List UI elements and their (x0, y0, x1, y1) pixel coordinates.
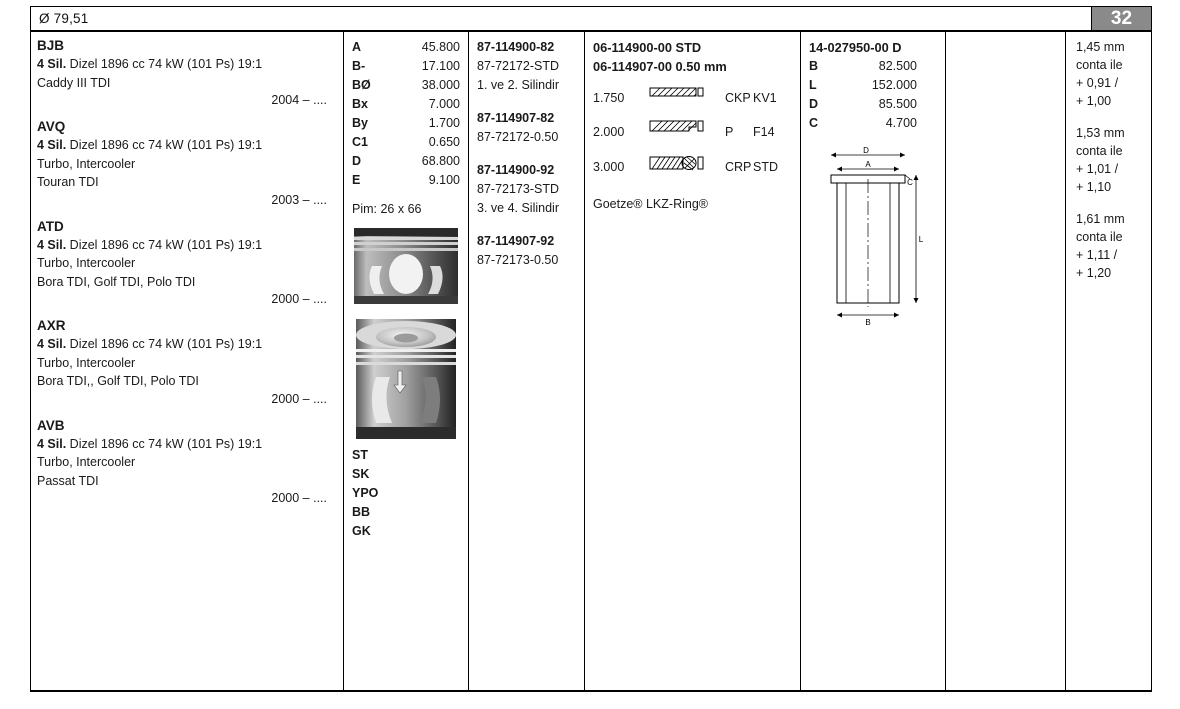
liner-dimension-row (809, 76, 937, 95)
part-number: 87-114900-92 (477, 163, 555, 177)
dimension-key: By (352, 116, 368, 130)
vehicle-model: Bora TDI, Golf TDI, Polo TDI (37, 274, 196, 289)
svg-text:A: A (865, 160, 871, 169)
engine-entry (37, 418, 335, 506)
gasket-thickness: 1,45 mm (1076, 40, 1125, 54)
dimension-key: E (352, 173, 361, 187)
piston-section-drawing (352, 226, 460, 309)
dimension-row (352, 38, 460, 57)
ring-code: P (725, 124, 734, 139)
liner-dimension-row (809, 57, 937, 76)
dimension-key: B- (352, 59, 366, 73)
gasket-label: conta ile (1076, 230, 1123, 244)
ring-row (593, 119, 792, 144)
bore-diameter-label: Ø 79,51 (39, 11, 89, 26)
gasket-thickness: 1,53 mm (1076, 126, 1125, 140)
column-dimensions (344, 32, 469, 690)
dimension-row (352, 152, 460, 171)
gasket-range-max: + 1,00 (1076, 94, 1112, 108)
liner-drawing (809, 145, 937, 333)
cylinder-count: 4 Sil. (37, 57, 67, 71)
dimension-key: D (352, 154, 362, 168)
piston-perspective-icon (352, 315, 460, 443)
marking-code: ST (352, 448, 368, 462)
engine-entry (37, 38, 335, 107)
engine-spec (37, 236, 335, 255)
ring-type: STD (753, 159, 778, 174)
gasket-range-max: + 1,10 (1076, 180, 1112, 194)
ring-width: 3.000 (593, 159, 625, 174)
dimension-value: 17.100 (421, 59, 460, 73)
ring-width: 2.000 (593, 124, 625, 139)
engine-aspiration: Turbo, Intercooler (37, 256, 136, 270)
model-years: 2000 – .... (271, 491, 327, 505)
column-piston-partnumbers (469, 32, 585, 690)
spec-table (30, 32, 1152, 692)
ring-oil-spring-icon (649, 154, 711, 179)
engine-displacement: Dizel 1896 cc 74 kW (101 Ps) 19:1 (69, 237, 263, 252)
ring-brand-note: Goetze® LKZ-Ring® (593, 197, 708, 211)
gasket-option (1076, 210, 1143, 282)
gasket-range-max: + 1,20 (1076, 266, 1112, 280)
liner-partno: 14-027950-00 D (809, 40, 902, 55)
svg-text:D: D (863, 146, 869, 155)
column-blank (946, 32, 1066, 690)
ring-row (593, 86, 792, 109)
gasket-label: conta ile (1076, 144, 1123, 158)
dimension-key: Bx (352, 97, 368, 111)
dimension-value: 68.800 (421, 154, 460, 168)
cylinder-count: 4 Sil. (37, 337, 67, 351)
part-number: 87-72173-STD (477, 182, 559, 196)
vehicle-model: Bora TDI,, Golf TDI, Polo TDI (37, 374, 199, 388)
column-applications (31, 32, 344, 690)
marking-code: GK (352, 524, 371, 538)
marking-code: YPO (352, 486, 379, 500)
dimension-row (352, 57, 460, 76)
ring-code: CKP (725, 90, 751, 105)
vehicle-model: Passat TDI (37, 473, 99, 488)
engine-code: AVB (37, 417, 65, 433)
dimension-value: 0.650 (428, 135, 460, 149)
cylinder-liner-section-icon (809, 145, 929, 330)
dimension-value: 45.800 (421, 40, 460, 54)
piston-3d-drawing (352, 315, 460, 446)
engine-code: AVQ (37, 119, 66, 134)
dimension-value: 1.700 (428, 116, 460, 130)
engine-entry (37, 119, 335, 207)
liner-dimension-value: 85.500 (878, 97, 917, 111)
liner-dimension-value: 152.000 (871, 78, 917, 92)
model-years: 2004 – .... (271, 93, 327, 107)
liner-dimension-value: 82.500 (878, 59, 917, 73)
liner-dimension-key: L (809, 78, 817, 92)
dimension-value: 7.000 (428, 97, 460, 111)
liner-dimension-key: C (809, 116, 819, 130)
part-number: 87-72172-0.50 (477, 130, 559, 144)
dimension-row (352, 171, 460, 190)
gasket-option (1076, 38, 1143, 110)
engine-spec (37, 136, 335, 155)
dimension-key: C1 (352, 135, 368, 149)
gasket-range-min: + 1,11 / (1076, 248, 1118, 262)
engine-aspiration: Turbo, Intercooler (37, 355, 136, 370)
gasket-range-min: + 0,91 / (1076, 76, 1119, 90)
dimension-row (352, 76, 460, 95)
engine-entry (37, 219, 335, 307)
ring-set-partno-std: 06-114900-00 STD (593, 40, 702, 55)
liner-dimension-row (809, 95, 937, 114)
ring-type: F14 (753, 124, 775, 139)
liner-dimension-row (809, 114, 937, 133)
svg-text:L: L (918, 235, 924, 244)
cylinder-note: 1. ve 2. Silindir (477, 78, 559, 92)
dimension-key: A (352, 40, 362, 54)
piston-cross-section-icon (352, 226, 460, 306)
piston-marking-codes (352, 446, 460, 541)
model-years: 2000 – .... (271, 292, 327, 306)
liner-dimension-key: B (809, 59, 819, 73)
ring-width: 1.750 (593, 90, 625, 105)
catalog-page (30, 6, 1152, 696)
ring-profile-icon (649, 119, 711, 144)
engine-spec (37, 55, 335, 74)
engine-code: BJB (37, 38, 65, 53)
cylinder-count: 4 Sil. (37, 138, 67, 152)
gasket-thickness: 1,61 mm (1076, 212, 1125, 226)
dimension-value: 9.100 (428, 173, 460, 187)
engine-code: AXR (37, 318, 66, 333)
model-years: 2003 – .... (271, 192, 327, 207)
gasket-label: conta ile (1076, 58, 1123, 72)
vehicle-model: Caddy III TDI (37, 75, 111, 90)
engine-code: ATD (37, 218, 64, 234)
svg-text:C: C (907, 178, 913, 187)
vehicle-model: Touran TDI (37, 175, 99, 189)
column-gasket-thickness (1066, 32, 1151, 690)
engine-displacement: Dizel 1896 cc 74 kW (101 Ps) 19:1 (69, 138, 263, 152)
gasket-option (1076, 124, 1143, 196)
part-number: 87-72173-0.50 (477, 253, 559, 267)
column-ring-set (585, 32, 801, 690)
ring-code: CRP (725, 159, 752, 174)
marking-code: SK (352, 467, 370, 481)
cylinder-note: 3. ve 4. Silindir (477, 201, 559, 215)
ring-profile-icon (649, 86, 711, 109)
engine-spec (37, 335, 335, 354)
liner-dimension-key: D (809, 97, 819, 111)
gasket-range-min: + 1,01 / (1076, 162, 1119, 176)
engine-spec (37, 435, 335, 454)
marking-code: BB (352, 505, 371, 519)
engine-displacement: Dizel 1896 cc 74 kW (101 Ps) 19:1 (69, 57, 263, 71)
ring-type: KV1 (753, 90, 777, 105)
liner-dimension-value: 4.700 (885, 116, 917, 130)
dimension-key: BØ (352, 78, 371, 92)
engine-displacement: Dizel 1896 cc 74 kW (101 Ps) 19:1 (69, 436, 263, 451)
ring-set-partno-oversize: 06-114907-00 0.50 mm (593, 59, 727, 74)
engine-aspiration: Turbo, Intercooler (37, 156, 136, 171)
part-number: 87-114907-92 (477, 234, 555, 248)
cylinder-count: 4 Sil. (37, 436, 67, 451)
part-number: 87-114907-82 (477, 111, 555, 125)
pin-dimension-label: Pim: 26 x 66 (352, 202, 422, 216)
dimension-value: 38.000 (421, 78, 460, 92)
page-number-badge: 32 (1091, 7, 1151, 30)
dimension-row (352, 133, 460, 152)
dimension-row (352, 114, 460, 133)
model-years: 2000 – .... (271, 391, 327, 406)
ring-row (593, 154, 792, 179)
engine-aspiration: Turbo, Intercooler (37, 455, 136, 469)
engine-entry (37, 318, 335, 406)
part-number: 87-114900-82 (477, 40, 555, 54)
dimension-row (352, 95, 460, 114)
page-header (30, 6, 1152, 32)
column-cylinder-liner (801, 32, 946, 690)
svg-text:B: B (865, 318, 871, 327)
part-number: 87-72172-STD (477, 59, 559, 73)
cylinder-count: 4 Sil. (37, 237, 67, 252)
engine-displacement: Dizel 1896 cc 74 kW (101 Ps) 19:1 (69, 337, 263, 351)
